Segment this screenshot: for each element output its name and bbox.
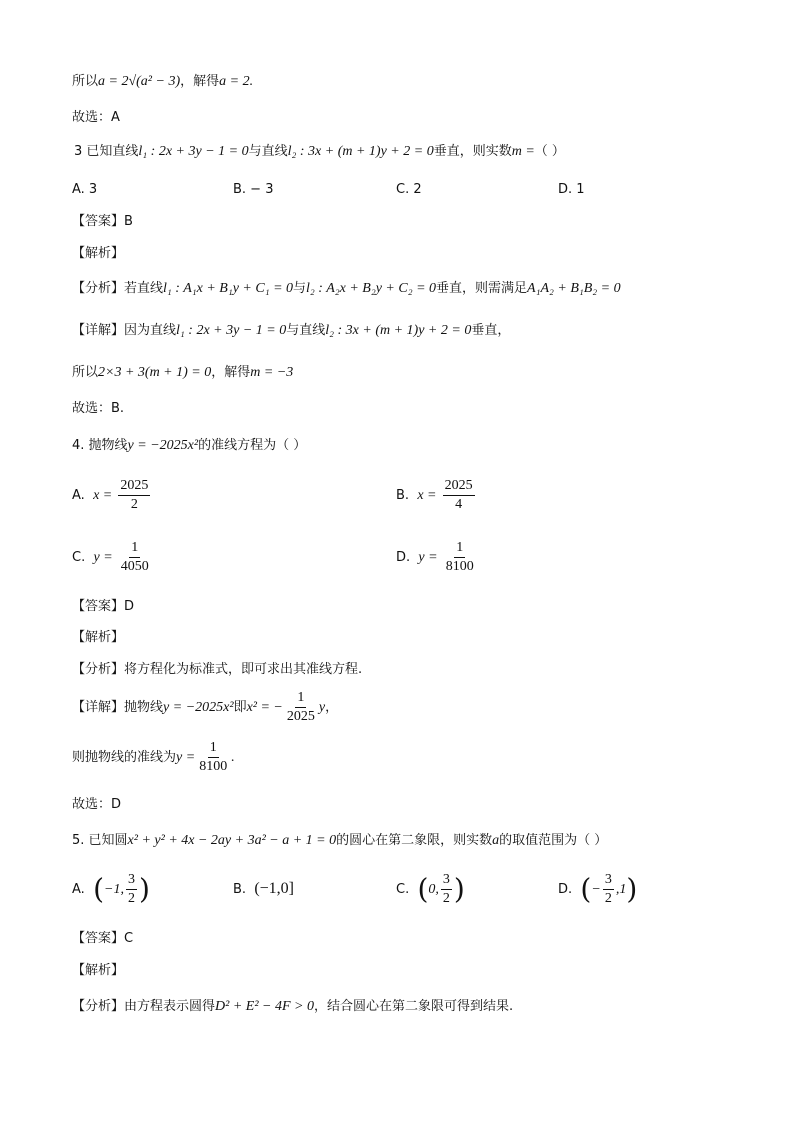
fraction [603,872,614,907]
paren: ) [626,872,638,906]
choose-line: 故选：A [72,110,120,125]
math-expression: l₂ : 3x + (m + 1)y + 2 = 0 [287,144,434,159]
numerator: 3 [126,872,137,890]
option-label: D. [558,882,573,897]
option-label: D. [396,550,411,565]
answer-label: 【答案】B [72,214,133,229]
option-b [233,880,294,898]
so-line [72,363,293,383]
math-expression: m = [511,144,535,159]
analysis-label: 【解析】 [72,630,125,645]
denominator: 8100 [445,559,474,574]
text: 垂直， [471,323,511,338]
math-expression: y = −2025x² [127,438,199,453]
fraction [118,478,150,513]
analysis-label: 【解析】 [72,246,125,261]
option-d [396,540,478,575]
text: 【详解】 [72,700,125,715]
text: 【分析】 [72,999,125,1014]
option-c [72,540,153,575]
text: 所以 [72,74,99,89]
text: 与直线 [286,323,326,338]
math-expression: y = [176,750,196,765]
question-4-stem [72,436,306,456]
fraction [285,690,317,725]
denominator: 2 [442,891,450,906]
denominator: 4 [455,497,463,512]
text: 若直线 [124,281,164,296]
math-expression: l₁ : A₁x + B₁y + C₁ = 0 [163,281,294,296]
option-label: C. [72,550,86,565]
math-expression: ,1 [615,882,627,897]
math-expression: y [318,700,326,715]
option-a [72,478,152,513]
text: 由方程表示圆得 [124,999,216,1014]
denominator: 2 [127,891,135,906]
math-expression: a [492,833,500,848]
option-b: B. − 3 [233,182,274,197]
text: 垂直，则实数 [433,144,512,159]
paren: ) [453,872,465,906]
paren: ( [93,872,104,906]
xiangjie-line [72,321,510,341]
math-expression: x² + y² + 4x − 2ay + 3a² − a + 1 = 0 [127,833,337,848]
denominator: 2025 [286,709,315,724]
text: 【分析】 [72,281,125,296]
paren: ( [580,872,592,906]
denominator: 2 [130,497,138,512]
math-expression: −1, [104,882,124,897]
then-line [72,738,235,778]
text: ，解得 [180,74,220,89]
math-expression: m = −3 [250,365,294,380]
math-expression: x = [93,488,113,503]
option-c [396,872,465,907]
question-5-stem [72,831,607,851]
fraction [441,872,452,907]
fraction [126,872,137,907]
math-expression: a = 2√(a² − 3) [98,74,181,89]
text: 的准线方程为（ ） [198,438,307,453]
answer-label: 【答案】D [72,599,135,614]
math-expression: l₁ : 2x + 3y − 1 = 0 [176,323,287,338]
option-a [72,872,150,907]
text: 的取值范围为（ ） [499,833,608,848]
text: ，结合圆心在第二象限可得到结果. [313,999,514,1014]
option-b [396,478,477,513]
math-expression: . [231,750,235,765]
denominator: 2 [604,891,612,906]
choose-line: 故选：B. [72,401,125,416]
math-expression: x = [417,488,437,503]
math-expression: D² + E² − 4F > 0 [215,999,314,1014]
numerator: 2025 [443,478,475,496]
text: 4. 抛物线 [72,438,128,453]
paren: ) [138,872,150,906]
fenxi-line [72,660,362,680]
text: 【详解】 [72,323,125,338]
math-expression: y = [418,550,438,565]
xiangjie-line [72,688,338,728]
fenxi-line [72,279,621,299]
text: 与直线 [248,144,288,159]
text: 因为直线 [124,323,177,338]
math-expression: 0, [428,882,439,897]
numerator: 3 [603,872,614,890]
math-expression: − [591,882,601,897]
math-expression: y = −2025x² [163,700,234,715]
answer-label: 【答案】C [72,931,134,946]
fenxi-line [72,997,513,1017]
option-label: B. [396,488,410,503]
fraction [443,478,475,513]
fraction [444,540,476,575]
math-expression: y = [93,550,113,565]
math-expression: l₂ : 3x + (m + 1)y + 2 = 0 [325,323,472,338]
numerator: 1 [295,690,306,708]
numerator: 3 [441,872,452,890]
line-1 [72,72,253,92]
denominator: 8100 [199,759,228,774]
text: （ ） [534,144,565,159]
text: ，解得 [211,365,251,380]
choose-line: 故选：D [72,797,122,812]
option-c: C. 2 [396,182,422,197]
analysis-label: 【解析】 [72,963,125,978]
text: 5. 已知圆 [72,833,128,848]
numerator: 2025 [118,478,150,496]
text: 将方程化为标准式，即可求出其准线方程. [124,662,363,677]
math-expression: A₁A₂ + B₁B₂ = 0 [527,281,621,296]
text: 的圆心在第二象限，则实数 [336,833,493,848]
question-3-stem [74,142,565,162]
math-expression: l₁ : 2x + 3y − 1 = 0 [138,144,249,159]
math-expression: a = 2. [219,74,254,89]
paren: ( [417,872,429,906]
text: 即 [233,700,247,715]
option-a: A. 3 [72,182,98,197]
text: 所以 [72,365,99,380]
option-d: D. 1 [558,182,585,197]
text: 与 [293,281,307,296]
numerator: 1 [129,540,140,558]
text: ， [325,700,339,715]
text: 【分析】 [72,662,125,677]
fraction [197,740,229,775]
math-expression: 2×3 + 3(m + 1) = 0 [98,365,212,380]
numerator: 1 [454,540,465,558]
text: 垂直，则需满足 [436,281,528,296]
text: 抛物线 [124,700,164,715]
option-label: B. [233,882,247,897]
math-expression: l₂ : A₂x + B₂y + C₂ = 0 [306,281,437,296]
option-label: C. [396,882,410,897]
text: 则抛物线的准线为 [72,750,177,765]
denominator: 4050 [120,559,149,574]
option-label: A. [72,882,85,897]
text: 3 已知直线 [74,144,139,159]
fraction [119,540,151,575]
numerator: 1 [208,740,219,758]
option-label: A. [72,488,85,503]
option-d [558,872,637,907]
math-expression: (−1,0] [254,880,295,897]
math-expression: x² = − [246,700,283,715]
